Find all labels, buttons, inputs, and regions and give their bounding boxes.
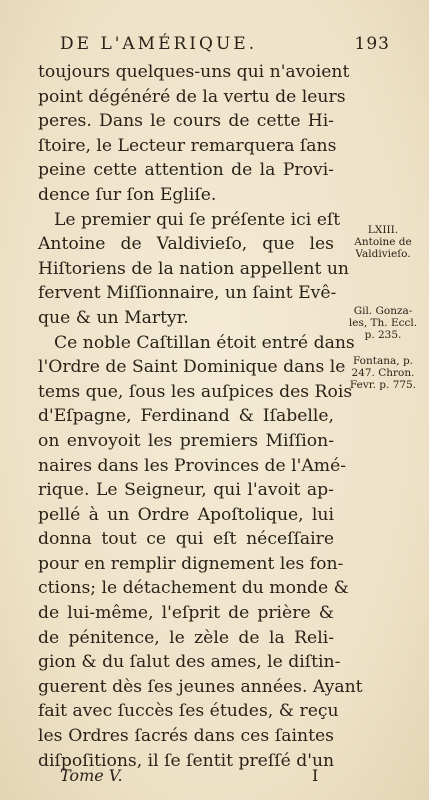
text-line: naires dans les Provinces de l'Amé-: [38, 455, 347, 476]
text-line: de pénitence, le zèle de la Reli-: [38, 627, 334, 648]
text-line: ſtoire, le Lecteur remarquera ſans: [38, 135, 337, 156]
margin-note-line: LXIII.: [367, 224, 399, 236]
text-line: peres. Dans le cours de cette Hi-: [38, 111, 334, 132]
margin-note-line: Fevr. p. 775.: [349, 379, 417, 391]
text-line: les Ordres ſacrés dans ces ſaintes: [38, 726, 334, 747]
text-line: diſpoſitions, il ſe ſentit preſſé d'un: [38, 750, 335, 771]
margin-note-line: Fontana, p.: [352, 355, 414, 367]
margin-note-reference: [339, 355, 427, 391]
margin-note-line: les, Th. Eccl.: [348, 317, 418, 329]
text-line: Ce noble Caſtillan étoit entré dans: [54, 332, 355, 353]
text-line: on envoyoit les premiers Miſſion-: [38, 430, 334, 451]
text-line: dence ſur ſon Egliſe.: [38, 184, 217, 205]
margin-note-line: Valdivieſo.: [355, 248, 411, 260]
text-line: toujours quelques-uns qui n'avoient: [38, 62, 350, 82]
text-line: pour en remplir dignement les fon-: [38, 553, 344, 574]
text-line: que & un Martyr.: [38, 307, 189, 328]
text-line: pellé à un Ordre Apoſtolique, lui: [38, 504, 334, 525]
text-line: peine cette attention de la Provi-: [38, 160, 334, 181]
text-line: tems que, ſous les auſpices des Rois: [38, 381, 353, 402]
body-text: [38, 60, 363, 773]
margin-note-line: 247. Chron.: [351, 367, 415, 379]
margin-note-line: Gil. Gonza-: [353, 305, 413, 317]
text-line: ctions; le détachement du monde &: [38, 578, 349, 599]
running-head-title: DE L'AMÉRIQUE.: [60, 34, 258, 54]
text-line: Antoine de Valdivieſo, que les: [38, 234, 334, 255]
text-line: point dégénéré de la vertu de leurs: [38, 86, 346, 107]
volume-label: Tome V.: [60, 766, 123, 785]
text-line: d'Eſpagne, Ferdinand & Iſabelle,: [38, 406, 334, 427]
signature-mark: I: [312, 766, 319, 785]
margin-note-chapter: [339, 224, 427, 260]
text-line: donna tout ce qui eſt néceſſaire: [38, 529, 334, 550]
text-line: gion & du ſalut des ames, le diſtin-: [38, 652, 341, 673]
margin-note-line: p. 235.: [364, 329, 402, 341]
text-line: fervent Miſſionnaire, un ſaint Evê-: [38, 283, 337, 304]
text-line: de lui-même, l'eſprit de prière &: [38, 603, 334, 624]
margin-note-reference: [339, 305, 427, 341]
page-number: 193: [354, 34, 390, 54]
text-line: fait avec ſuccès ſes études, & reçu: [38, 701, 339, 722]
text-line: l'Ordre de Saint Dominique dans le: [38, 357, 346, 378]
text-line: Hiſtoriens de la nation appellent un: [38, 258, 349, 279]
text-line: Le premier qui ſe préſente ici eſt: [54, 209, 341, 230]
running-head: [60, 34, 390, 60]
page-footer: [60, 766, 340, 790]
margin-note-line: Antoine de: [354, 236, 412, 248]
text-line: guerent dès ſes jeunes années. Ayant: [38, 676, 363, 697]
text-line: rique. Le Seigneur, qui l'avoit ap-: [38, 480, 334, 501]
